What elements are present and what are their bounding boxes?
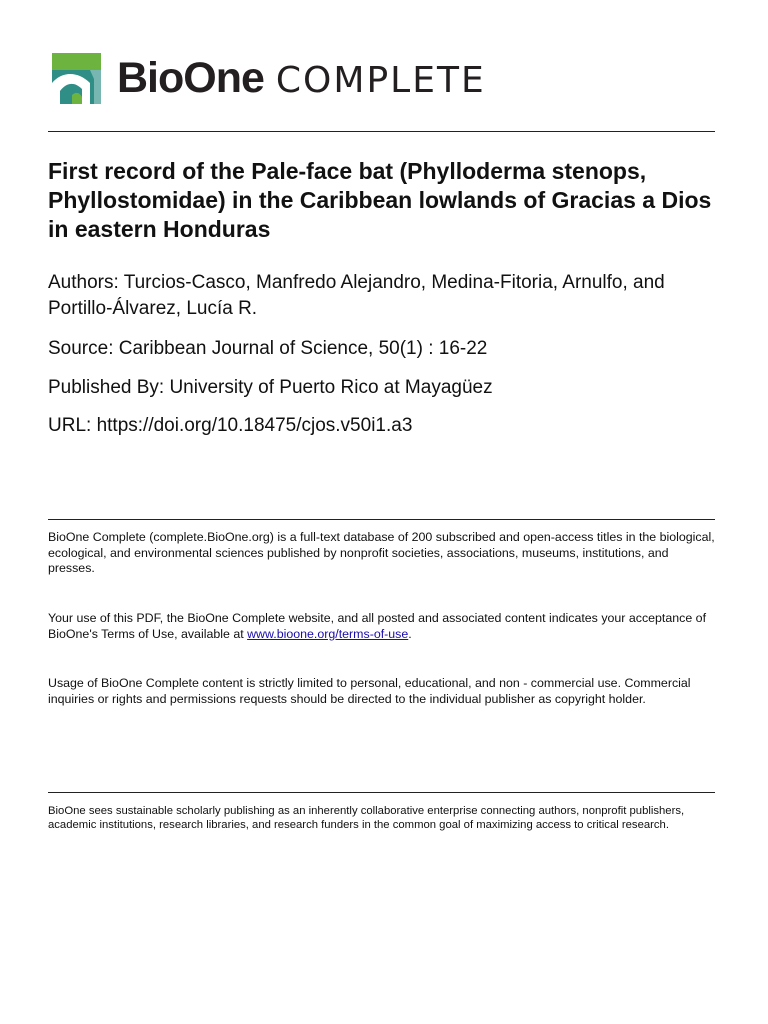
top-divider (48, 131, 715, 132)
article-authors: Authors: Turcios-Casco, Manfredo Alejandro, Medina-Fitoria, Arnulfo, and Portillo-Álvarez, Lucía R. (48, 272, 665, 319)
footer-statement: BioOne sees sustainable scholarly publishing as an inherently collaborative enterprise connecting authors, nonprofit publishers, academic institutions, research libraries, and research funders in the common goal of maximizing access to critical research. (48, 805, 685, 832)
bioone-logo-icon (52, 53, 101, 104)
usage-notice: Usage of BioOne Complete content is strictly limited to personal, educational, and non - commercial use. Commercial inquiries or rights and permissions requests should be directed to the individual publisher as copyright holder. (48, 676, 691, 706)
bottom-divider (48, 792, 715, 793)
terms-notice (48, 611, 716, 642)
terms-of-use-link[interactable]: www.bioone.org/terms-of-use (247, 626, 409, 641)
bioone-wordmark (117, 54, 486, 103)
terms-text-end: . (408, 626, 412, 641)
terms-text: Your use of this PDF, the BioOne Complete website, and all posted and associated content indicates your acceptance of BioOne's Terms of Use, available at (48, 611, 707, 641)
middle-divider (48, 519, 715, 520)
article-title: First record of the Pale-face bat (Phylloderma stenops, Phyllostomidae) in the Caribbean lowlands of Gracias a Dios in eastern Honduras (48, 158, 712, 242)
logo-text-bioone: BioOne (117, 53, 264, 102)
article-url[interactable]: URL: https://doi.org/10.18475/cjos.v50i1.a3 (48, 415, 413, 436)
bioone-logo[interactable] (52, 51, 486, 105)
database-notice: BioOne Complete (complete.BioOne.org) is a full-text database of 200 subscribed and open-access titles in the biological, ecological, and environmental sciences published by nonprofit societies, associations, museums, institutions, and presses. (48, 530, 715, 576)
logo-text-complete: COMPLETE (275, 59, 486, 101)
article-source: Source: Caribbean Journal of Science, 50(1) : 16-22 (48, 338, 488, 359)
article-publisher: Published By: University of Puerto Rico at Mayagüez (48, 377, 493, 398)
